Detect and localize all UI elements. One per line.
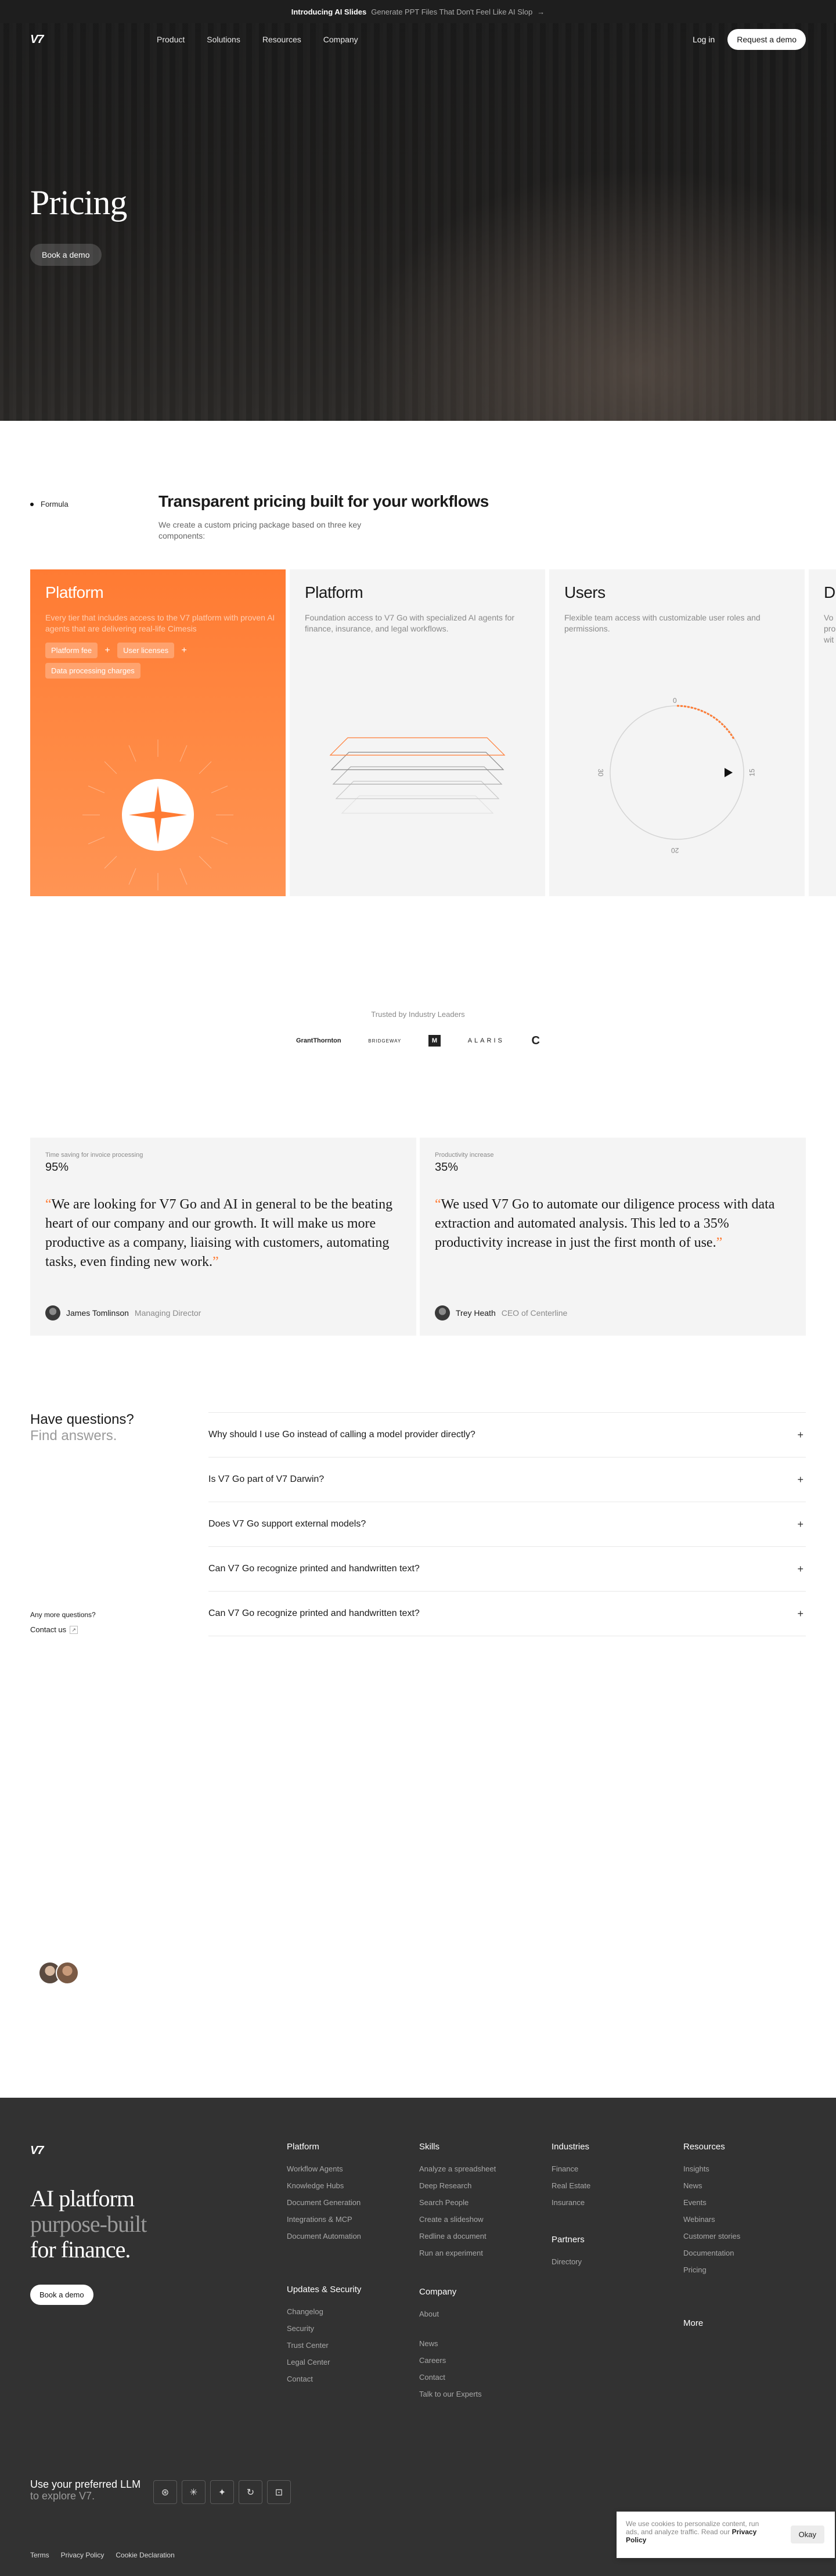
footer-link[interactable]: Real Estate <box>552 2181 591 2190</box>
v7-logo[interactable]: V7 <box>30 33 44 46</box>
pricing-card-platform-summary[interactable] <box>30 569 286 896</box>
request-demo-button[interactable]: Request a demo <box>727 29 806 50</box>
card-description: Every tier that includes access to the V7 platform with proven AI agents that are delivering real-life Cimesis <box>45 613 275 633</box>
author-name: Trey Heath <box>456 1308 496 1318</box>
footer-col-title: Platform <box>287 2142 319 2152</box>
footer-more <box>683 2318 703 2341</box>
card-title: Users <box>564 583 606 601</box>
footer-headline-line-1: AI platform <box>30 2185 134 2211</box>
logo-grant-thornton: GrantThornton <box>296 1037 341 1044</box>
plus-icon: + <box>797 1473 803 1485</box>
footer-link[interactable]: Workflow Agents <box>287 2164 343 2173</box>
footer-link[interactable]: Run an experiment <box>419 2249 483 2257</box>
team-avatars <box>38 1961 79 1985</box>
llm-heading-line-2: to explore V7. <box>30 2490 95 2502</box>
author-name: James Tomlinson <box>66 1308 129 1318</box>
author-role: CEO of Centerline <box>501 1308 568 1318</box>
footer-link[interactable]: Trust Center <box>287 2341 329 2350</box>
gemini-icon[interactable]: ✦ <box>210 2480 234 2504</box>
testimonial-card <box>30 1138 416 1336</box>
footer-link[interactable]: Changelog <box>287 2307 323 2316</box>
quote-open-mark: “ <box>435 1197 441 1212</box>
cookie-message: We use cookies to personalize content, run ads, and analyze traffic. Read our <box>626 2520 759 2536</box>
footer-col-resources <box>683 2142 740 2282</box>
perplexity-icon[interactable]: ↻ <box>239 2480 262 2504</box>
footer-link[interactable]: Talk to our Experts <box>419 2390 482 2398</box>
pricing-card-users[interactable] <box>549 569 805 896</box>
quote-close-mark: ” <box>716 1235 723 1250</box>
faq-item[interactable] <box>208 1457 806 1502</box>
footer-link[interactable]: News <box>683 2181 702 2190</box>
footer-col-updates <box>287 2285 361 2391</box>
plus-icon: + <box>105 645 110 655</box>
plus-icon: + <box>181 645 187 655</box>
footer-col-title: Company <box>419 2287 457 2297</box>
cookie-declaration-link[interactable]: Cookie Declaration <box>116 2551 175 2559</box>
announcement-bar[interactable] <box>0 0 836 23</box>
terms-link[interactable]: Terms <box>30 2551 49 2559</box>
footer-link[interactable]: Insights <box>683 2164 709 2173</box>
quote-text: We used V7 Go to automate our diligence process with data extraction and automated analysis. This led to a 35% productivity increase in just the first month of use. <box>435 1197 775 1250</box>
dial-label-right: 15 <box>748 769 756 777</box>
footer-col-title: Resources <box>683 2142 725 2152</box>
footer-link[interactable]: Document Generation <box>287 2198 361 2207</box>
footer-link[interactable]: Legal Center <box>287 2358 330 2366</box>
grok-icon[interactable]: ⊡ <box>267 2480 291 2504</box>
legal-links <box>30 2551 175 2559</box>
footer-headline <box>30 2186 146 2263</box>
footer <box>0 2098 836 2576</box>
logo-alaris: ALARIS <box>467 1037 505 1044</box>
footer-link[interactable]: Analyze a spreadsheet <box>419 2164 496 2173</box>
cookie-privacy-link[interactable]: Privacy Policy <box>626 2528 757 2544</box>
footer-more-link[interactable]: More <box>683 2318 704 2328</box>
footer-link[interactable]: Contact <box>419 2373 445 2382</box>
footer-link[interactable]: Documentation <box>683 2249 734 2257</box>
quote-text: We are looking for V7 Go and AI in general to be the beating heart of our company and our growth. It will make us more productive as a company, liaising with customers, automating tasks, even finding new work. <box>45 1197 393 1269</box>
footer-col-title: Skills <box>419 2142 440 2152</box>
card-description: Foundation access to V7 Go with specialized AI agents for finance, insurance, and legal workflows. <box>305 613 515 633</box>
footer-link[interactable]: Knowledge Hubs <box>287 2181 344 2190</box>
external-link-icon: ↗ <box>70 1626 78 1634</box>
cookie-text <box>626 2520 771 2544</box>
arrow-right-icon: → <box>537 7 545 16</box>
pill-platform-fee: Platform fee <box>45 643 98 658</box>
footer-col-company <box>419 2287 482 2407</box>
footer-headline-line-3: for finance. <box>30 2236 131 2263</box>
footer-col-industries <box>552 2142 590 2215</box>
dial-label-left: 30 <box>596 769 605 777</box>
footer-col-partners <box>552 2235 585 2274</box>
nav-item-company[interactable]: Company <box>323 35 358 44</box>
faq-item[interactable] <box>208 1547 806 1592</box>
hero-section <box>0 23 836 421</box>
layers-illustration-icon <box>290 697 545 842</box>
pricing-title: Transparent pricing built for your workflows <box>158 492 489 510</box>
dial-label-top: 0 <box>673 697 677 705</box>
bullet-dot-icon <box>30 503 34 506</box>
formula-label: Formula <box>41 500 69 508</box>
footer-link[interactable]: Create a slideshow <box>419 2215 484 2224</box>
login-link[interactable]: Log in <box>693 35 715 44</box>
stat-label: Productivity increase <box>435 1152 494 1159</box>
logo-m: M <box>428 1035 441 1047</box>
footer-link[interactable]: Redline a document <box>419 2232 487 2241</box>
compass-illustration-icon <box>30 699 286 896</box>
nav-item-product[interactable]: Product <box>157 35 185 44</box>
footer-link[interactable]: Document Automation <box>287 2232 361 2241</box>
faq-list <box>208 1412 806 1636</box>
footer-link[interactable]: Finance <box>552 2164 579 2173</box>
trusted-label: Trusted by Industry Leaders <box>371 1010 465 1019</box>
footer-book-demo-button[interactable]: Book a demo <box>30 2285 93 2305</box>
pill-data-processing: Data processing charges <box>45 663 140 679</box>
testimonial-card <box>420 1138 806 1336</box>
logo-bridgeway: BRIDGEWAY <box>368 1038 402 1044</box>
plus-icon: + <box>797 1563 803 1575</box>
footer-v7-logo[interactable]: V7 <box>30 2144 44 2157</box>
formula-tag <box>30 500 69 508</box>
nav-item-resources[interactable]: Resources <box>262 35 301 44</box>
plus-icon: + <box>797 1428 803 1441</box>
footer-link[interactable]: Contact <box>287 2375 313 2383</box>
faq-question: Does V7 Go support external models? <box>208 1519 366 1529</box>
logo-c: C <box>531 1034 540 1047</box>
llm-icons <box>153 2480 291 2504</box>
footer-link[interactable]: Careers <box>419 2356 446 2365</box>
pill-user-licenses: User licenses <box>117 643 174 658</box>
footer-col-title: Industries <box>552 2142 590 2152</box>
contact-label: Contact us <box>30 1625 67 1634</box>
testimonial-quote <box>45 1195 399 1272</box>
footer-col-platform <box>287 2142 361 2249</box>
client-logos <box>296 1032 540 1049</box>
quote-close-mark: ” <box>212 1254 219 1269</box>
faq-question: Can V7 Go recognize printed and handwritten text? <box>208 1608 420 1618</box>
top-nav <box>0 23 836 56</box>
faq-item[interactable] <box>208 1502 806 1547</box>
nav-item-solutions[interactable]: Solutions <box>207 35 240 44</box>
footer-headline-line-2: purpose-built <box>30 2211 147 2237</box>
faq-question: Why should I use Go instead of calling a model provider directly? <box>208 1430 475 1439</box>
footer-link[interactable]: Webinars <box>683 2215 715 2224</box>
nav-links <box>157 35 358 44</box>
more-questions-label: Any more questions? <box>30 1611 96 1619</box>
footer-col-skills <box>419 2142 496 2265</box>
privacy-link[interactable]: Privacy Policy <box>60 2551 105 2559</box>
stat-label: Time saving for invoice processing <box>45 1152 143 1159</box>
llm-heading <box>30 2478 140 2502</box>
faq-question: Can V7 Go recognize printed and handwritten text? <box>208 1564 420 1574</box>
plus-icon: + <box>797 1607 803 1619</box>
faq-item[interactable] <box>208 1592 806 1636</box>
footer-col-title: Updates & Security <box>287 2285 362 2294</box>
nav-actions <box>693 29 806 50</box>
author-role: Managing Director <box>134 1308 201 1318</box>
card-title: D <box>824 583 835 601</box>
footer-link[interactable]: Integrations & MCP <box>287 2215 352 2224</box>
footer-link[interactable]: Pricing <box>683 2265 707 2274</box>
faq-heading <box>30 1412 134 1444</box>
card-description: Vo pro wit <box>824 613 836 644</box>
pricing-subtitle: We create a custom pricing package based on three key components: <box>158 520 362 540</box>
card-title: Platform <box>305 583 363 601</box>
footer-link[interactable]: Search People <box>419 2198 469 2207</box>
avatar <box>45 1305 60 1321</box>
footer-link[interactable]: Deep Research <box>419 2181 472 2190</box>
card-description: Flexible team access with customizable user roles and permissions. <box>564 613 761 633</box>
footer-link[interactable]: About <box>419 2310 439 2318</box>
claude-icon[interactable]: ✳ <box>182 2480 206 2504</box>
cookie-banner <box>617 2512 835 2558</box>
cookie-okay-button[interactable]: Okay <box>791 2526 824 2543</box>
contact-link[interactable] <box>30 1625 78 1634</box>
avatar <box>56 1961 79 1985</box>
footer-link[interactable]: Events <box>683 2198 707 2207</box>
footer-link[interactable]: Security <box>287 2324 314 2333</box>
footer-link[interactable]: Directory <box>552 2257 582 2266</box>
footer-link[interactable]: Insurance <box>552 2198 585 2207</box>
page-title: Pricing <box>30 183 127 222</box>
announcement-title: Introducing AI Slides <box>291 7 367 16</box>
avatar <box>435 1305 450 1321</box>
faq-title: Have questions? <box>30 1412 134 1427</box>
book-demo-button[interactable]: Book a demo <box>30 244 102 266</box>
openai-icon[interactable]: ⊛ <box>153 2480 177 2504</box>
footer-link[interactable]: Customer stories <box>683 2232 741 2241</box>
quote-open-mark: “ <box>45 1197 52 1212</box>
footer-link[interactable]: News <box>419 2339 438 2348</box>
testimonial-author <box>435 1305 567 1321</box>
stat-value: 95% <box>45 1161 69 1174</box>
pricing-card-platform[interactable] <box>290 569 545 896</box>
faq-question: Is V7 Go part of V7 Darwin? <box>208 1474 325 1484</box>
announcement-text: Generate PPT Files That Don't Feel Like AI Slop <box>371 7 533 16</box>
llm-heading-line-1: Use your preferred LLM <box>30 2478 141 2490</box>
testimonial-author <box>45 1305 201 1321</box>
testimonial-quote <box>435 1195 789 1253</box>
footer-col-title: Partners <box>552 2235 585 2245</box>
plus-icon: + <box>797 1518 803 1530</box>
pricing-card-partial[interactable] <box>809 569 836 896</box>
pricing-components <box>45 643 266 679</box>
card-title: Platform <box>45 583 104 601</box>
faq-item[interactable] <box>208 1413 806 1457</box>
dial-label-bottom: 20 <box>671 846 679 854</box>
stat-value: 35% <box>435 1161 459 1174</box>
faq-subtitle: Find answers. <box>30 1428 117 1444</box>
